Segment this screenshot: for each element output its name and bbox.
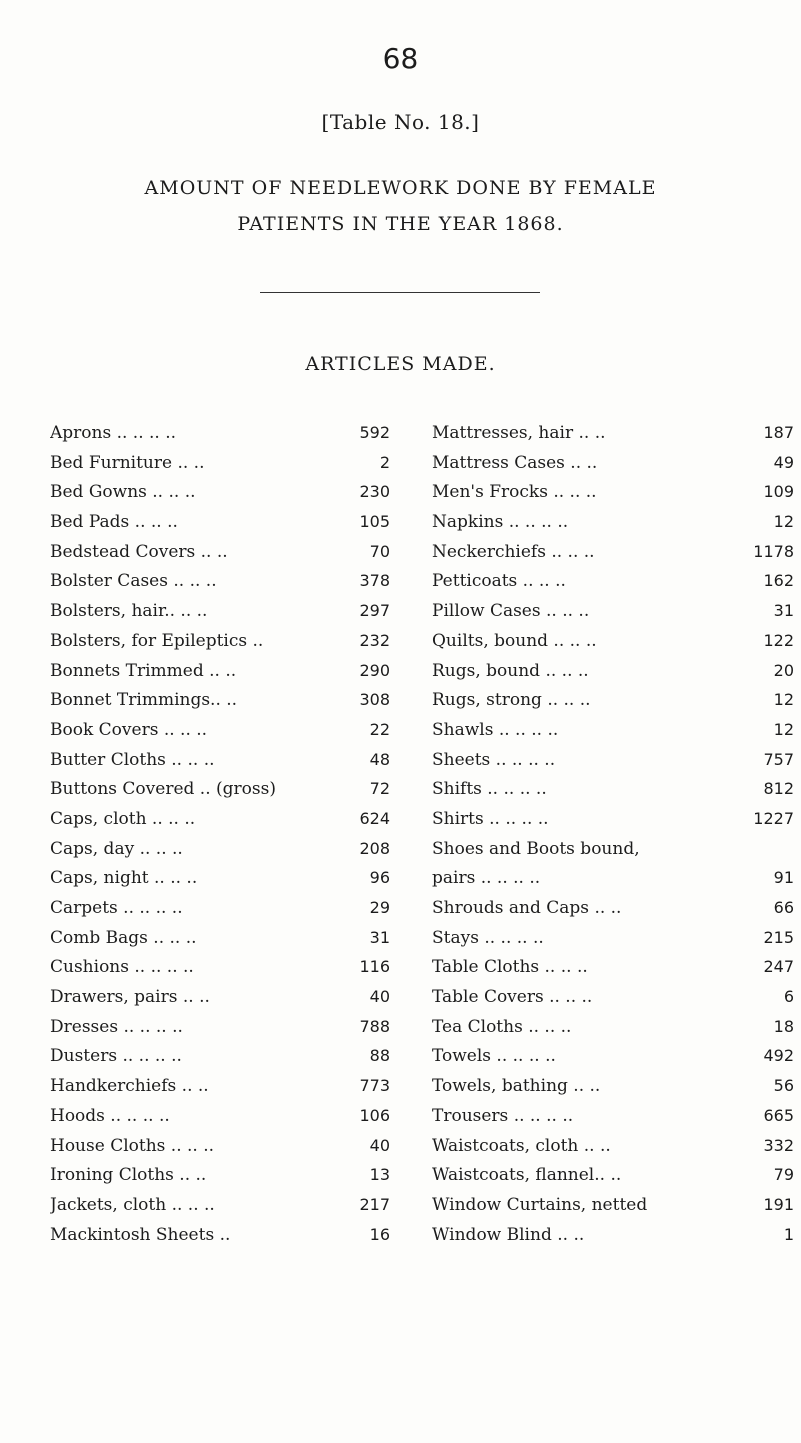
table-row [50, 720, 390, 750]
table-row [432, 1046, 794, 1076]
article-quantity: 20 [773, 660, 794, 680]
article-name: Waistcoats, cloth .. .. [432, 1135, 611, 1156]
article-name: Shawls .. .. .. .. [432, 719, 559, 740]
table-row [432, 720, 794, 750]
article-name: Bonnet Trimmings.. .. [50, 690, 238, 711]
article-quantity: 31 [369, 927, 390, 947]
table-row [432, 809, 794, 839]
table-row [50, 631, 390, 661]
table-row [50, 423, 390, 453]
article-quantity: 56 [773, 1076, 794, 1096]
article-quantity: 16 [369, 1224, 390, 1244]
table-row [432, 898, 794, 928]
table-row [50, 779, 390, 809]
article-quantity: 6 [783, 987, 794, 1007]
article-name: Tea Cloths .. .. .. [432, 1016, 572, 1037]
table-row [432, 868, 794, 898]
article-quantity: 40 [369, 987, 390, 1007]
article-name: Stays .. .. .. .. [432, 927, 544, 948]
article-name: Bolsters, for Epileptics .. [50, 630, 264, 651]
article-quantity: 96 [369, 868, 390, 888]
table-row [432, 957, 794, 987]
article-quantity: 106 [359, 1105, 390, 1125]
right-column [432, 423, 794, 1254]
article-quantity: 232 [359, 630, 390, 650]
article-quantity: 162 [763, 571, 794, 591]
article-quantity: 378 [359, 571, 390, 591]
table-row [50, 571, 390, 601]
article-quantity: 116 [359, 957, 390, 977]
article-quantity: 773 [359, 1076, 390, 1096]
article-name: Dresses .. .. .. .. [50, 1016, 183, 1037]
table-row [50, 482, 390, 512]
article-name: Shoes and Boots bound, [432, 838, 640, 859]
table-row [50, 453, 390, 483]
table-row [50, 1046, 390, 1076]
table-row [50, 809, 390, 839]
table-row [432, 1195, 794, 1225]
article-name: Aprons .. .. .. .. [50, 423, 177, 443]
article-name: Drawers, pairs .. .. [50, 987, 210, 1008]
table-reference: [Table No. 18.] [321, 110, 480, 134]
article-quantity: 12 [773, 719, 794, 739]
article-name: pairs .. .. .. .. [432, 868, 541, 889]
article-name: Napkins .. .. .. .. [432, 512, 569, 533]
table-row [432, 1165, 794, 1195]
article-quantity: 187 [763, 423, 794, 442]
table-row [432, 482, 794, 512]
article-quantity: 297 [359, 601, 390, 621]
title-line-2: PATIENTS IN THE YEAR 1868. [237, 213, 564, 235]
table-row [50, 1017, 390, 1047]
article-quantity: 2 [379, 452, 390, 472]
article-name: Mattresses, hair .. .. [432, 423, 606, 443]
article-quantity: 66 [773, 898, 794, 917]
table-row [50, 690, 390, 720]
article-name: Shrouds and Caps .. .. [432, 898, 622, 918]
article-name: Shirts .. .. .. .. [432, 808, 549, 829]
table-row [432, 1076, 794, 1106]
article-name: Ironing Cloths .. .. [50, 1165, 207, 1186]
table-row [50, 868, 390, 898]
article-quantity: 72 [369, 779, 390, 799]
article-name: Men's Frocks .. .. .. [432, 482, 597, 503]
article-quantity: 12 [773, 690, 794, 710]
article-quantity: 122 [763, 630, 794, 650]
divider-rule [260, 292, 540, 293]
article-name: Carpets .. .. .. .. [50, 898, 183, 918]
article-name: Towels, bathing .. .. [432, 1076, 601, 1097]
article-quantity: 191 [763, 1194, 794, 1214]
article-quantity: 31 [773, 601, 794, 621]
article-name: Waistcoats, flannel.. .. [432, 1165, 622, 1186]
table-row [50, 1195, 390, 1225]
article-name: Butter Cloths .. .. .. [50, 749, 215, 770]
title-line-1: AMOUNT OF NEEDLEWORK DONE BY FEMALE [144, 177, 657, 199]
table-row [432, 987, 794, 1017]
article-name: Cushions .. .. .. .. [50, 957, 194, 978]
article-quantity: 1227 [753, 808, 794, 828]
table-row [432, 601, 794, 631]
table-row [432, 453, 794, 483]
article-quantity: 29 [369, 898, 390, 917]
article-name: Comb Bags .. .. .. [50, 927, 197, 948]
table-row [432, 631, 794, 661]
article-quantity: 79 [773, 1165, 794, 1185]
article-name: Trousers .. .. .. .. [432, 1105, 574, 1126]
table-row [50, 839, 390, 869]
article-name: Petticoats .. .. .. [432, 571, 566, 592]
article-quantity: 1178 [753, 541, 794, 561]
article-quantity: 70 [369, 541, 390, 561]
table-row [50, 1106, 390, 1136]
table-row [50, 928, 390, 958]
article-quantity: 592 [359, 423, 390, 442]
table-row [432, 661, 794, 691]
table-row [432, 690, 794, 720]
article-quantity: 215 [763, 927, 794, 947]
article-quantity: 49 [773, 452, 794, 472]
article-name: Book Covers .. .. .. [50, 719, 208, 740]
table-row [50, 987, 390, 1017]
article-name: Bolsters, hair.. .. .. [50, 601, 208, 622]
table-row [432, 542, 794, 572]
article-quantity: 48 [369, 749, 390, 769]
table-row [50, 1076, 390, 1106]
section-heading: ARTICLES MADE. [305, 353, 496, 375]
article-name: Table Cloths .. .. .. [432, 957, 588, 978]
article-quantity: 308 [359, 690, 390, 710]
article-quantity: 1 [783, 1224, 794, 1244]
article-name: Handkerchiefs .. .. [50, 1076, 209, 1097]
article-name: Bed Gowns .. .. .. [50, 482, 196, 503]
table-row [432, 423, 794, 453]
article-name: Bedstead Covers .. .. [50, 541, 228, 562]
article-name: Rugs, strong .. .. .. [432, 690, 591, 711]
article-quantity: 290 [359, 660, 390, 680]
page-number: 68 [382, 42, 419, 75]
page-title [40, 170, 761, 242]
table-row [50, 542, 390, 572]
article-name: Bolster Cases .. .. .. [50, 571, 217, 592]
article-name: Caps, night .. .. .. [50, 868, 198, 889]
table-row [50, 601, 390, 631]
article-name: Window Blind .. .. [432, 1224, 585, 1245]
table-row [50, 750, 390, 780]
article-quantity: 208 [359, 838, 390, 858]
article-quantity: 230 [359, 482, 390, 502]
article-quantity: 22 [369, 719, 390, 739]
article-name: Neckerchiefs .. .. .. [432, 541, 595, 562]
article-quantity: 109 [763, 482, 794, 502]
article-name: Towels .. .. .. .. [432, 1046, 556, 1067]
table-row [432, 1106, 794, 1136]
table-row [432, 839, 794, 869]
article-quantity: 13 [369, 1165, 390, 1185]
article-name: Quilts, bound .. .. .. [432, 630, 597, 651]
table-row [50, 1136, 390, 1166]
left-column [50, 423, 390, 1254]
article-quantity: 18 [773, 1016, 794, 1036]
article-quantity: 105 [359, 512, 390, 532]
article-name: Bonnets Trimmed .. .. [50, 660, 237, 681]
article-name: Caps, cloth .. .. .. [50, 808, 196, 829]
article-name: Bed Pads .. .. .. [50, 512, 178, 533]
table-row [432, 750, 794, 780]
article-quantity: 217 [359, 1194, 390, 1214]
table-row [50, 1165, 390, 1195]
article-quantity: 88 [369, 1046, 390, 1066]
table-row [432, 1017, 794, 1047]
table-row [432, 1225, 794, 1255]
table-row [50, 898, 390, 928]
article-name: Caps, day .. .. .. [50, 838, 183, 859]
article-name: Hoods .. .. .. .. [50, 1105, 170, 1126]
table-row [432, 1136, 794, 1166]
table-row [50, 1225, 390, 1255]
article-name: Rugs, bound .. .. .. [432, 660, 589, 681]
article-name: Window Curtains, netted [432, 1194, 648, 1215]
article-quantity: 624 [359, 808, 390, 828]
table-row [432, 512, 794, 542]
article-name: Shifts .. .. .. .. [432, 779, 547, 800]
article-quantity: 812 [763, 779, 794, 799]
article-name: Bed Furniture .. .. [50, 452, 205, 473]
article-quantity: 788 [359, 1016, 390, 1036]
article-name: House Cloths .. .. .. [50, 1135, 215, 1156]
article-name: Buttons Covered .. (gross) [50, 779, 276, 800]
table-row [432, 571, 794, 601]
article-quantity: 91 [773, 868, 794, 888]
article-name: Jackets, cloth .. .. .. [50, 1194, 215, 1215]
table-row [50, 512, 390, 542]
article-quantity: 40 [369, 1135, 390, 1155]
table-row [50, 957, 390, 987]
article-quantity: 332 [763, 1135, 794, 1155]
article-quantity: 665 [763, 1105, 794, 1125]
table-row [432, 928, 794, 958]
article-name: Dusters .. .. .. .. [50, 1046, 182, 1067]
table-row [50, 661, 390, 691]
article-quantity: 757 [763, 749, 794, 769]
article-name: Sheets .. .. .. .. [432, 749, 556, 770]
article-quantity: 492 [763, 1046, 794, 1066]
article-name: Mackintosh Sheets .. [50, 1224, 231, 1245]
article-quantity: 12 [773, 512, 794, 532]
article-name: Mattress Cases .. .. [432, 452, 598, 473]
article-quantity: 247 [763, 957, 794, 977]
article-name: Table Covers .. .. .. [432, 987, 593, 1008]
article-name: Pillow Cases .. .. .. [432, 601, 590, 622]
table-row [432, 779, 794, 809]
